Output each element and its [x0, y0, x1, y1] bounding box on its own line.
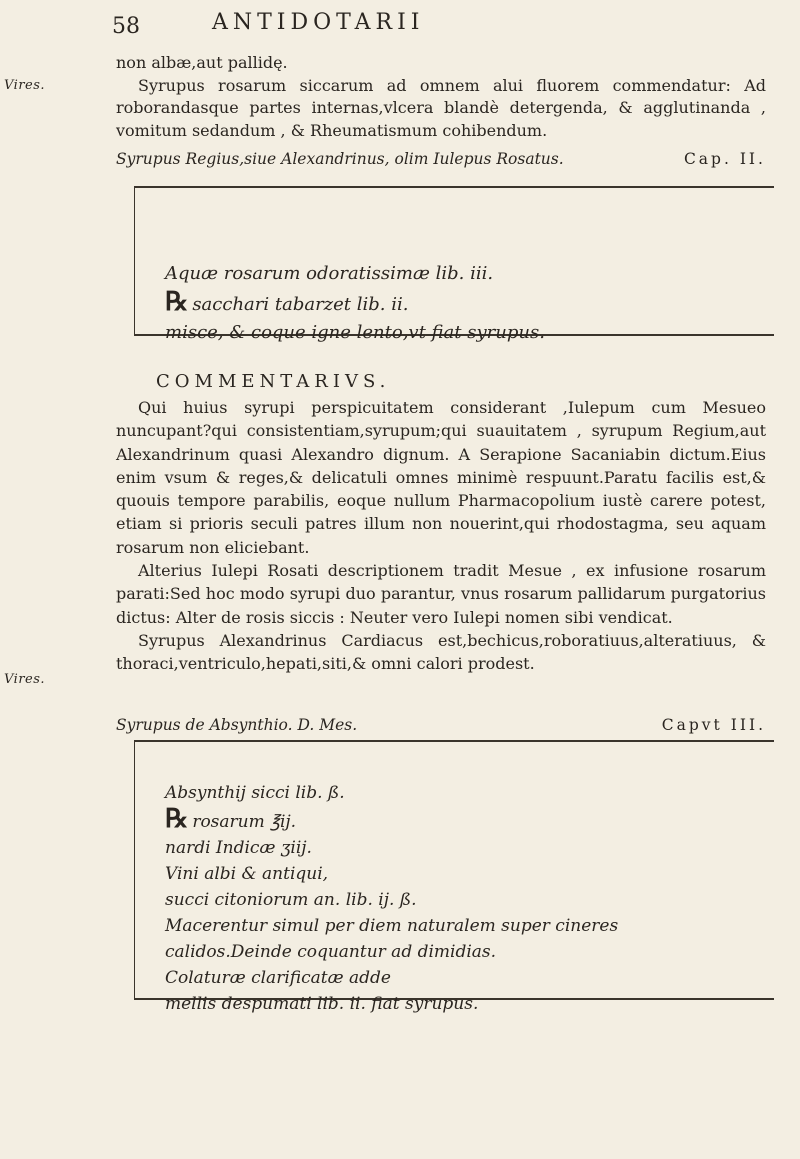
running-title: ANTIDOTARII — [212, 10, 425, 35]
recipe-line: misce, & coque igne lento,vt fiat syrupus. — [165, 322, 545, 343]
recipe-line: Colaturæ clarificatæ adde — [165, 968, 391, 988]
recipe-line: nardi Indicæ ʒiij. — [165, 838, 312, 858]
page-number: 58 — [112, 14, 140, 39]
paragraph: Syrupus Alexandrinus Cardiacus est,bechicus,roboratiuus,alteratiuus, & thoraci,ventriculo,hepati,siti,& omni calori prodest. — [116, 630, 766, 674]
margin-note-vires-2: Vires. — [4, 672, 46, 687]
recipe-line: Vini albi & antiqui, — [165, 864, 329, 884]
recipe-line: calidos.Deinde coquantur ad dimidias. — [165, 942, 497, 962]
recipe-line: Aquæ rosarum odoratissimæ lib. iii. — [165, 263, 494, 284]
intro-text — [116, 52, 766, 142]
chapter-rubric — [116, 716, 766, 734]
section-heading: COMMENTARIVS. — [156, 371, 391, 392]
recipe-line: ℞ sacchari tabarzet lib. ii. — [165, 287, 409, 317]
recipe-line: ℞ rosarum ℥ij. — [165, 804, 297, 834]
recipe-line: mellis despumati lib. ii. fiat syrupus. — [165, 994, 479, 1014]
paragraph: Alterius Iulepi Rosati descriptionem tradit Mesue , ex infusione rosarum parati:Sed hoc modo syrupi duo parantur, vnus rosarum pallidarum purgatorius dictus: Alter de rosis siccis : Neuter vero Iulepi nomen sibi vendicat. — [116, 561, 766, 627]
recipe-symbol-icon: ℞ — [165, 804, 189, 834]
text-line: non albæ,aut pallidę. — [116, 53, 288, 72]
recipe-line: Macerentur simul per diem naturalem super cineres — [165, 916, 619, 936]
margin-note-vires: Vires. — [4, 78, 46, 93]
paragraph: Syrupus rosarum siccarum ad omnem alui fluorem commendatur: Ad roborandasque partes internas,vlcera blandè detergenda, & agglutinanda , vomitum sedandum , & Rheumatismum cohibendum. — [116, 75, 766, 140]
recipe-box — [134, 186, 774, 343]
recipe-line: succi citoniorum an. lib. ij. ß. — [165, 890, 417, 910]
recipe-line: Absynthij sicci lib. ß. — [165, 783, 345, 803]
chapter-reference: Cap. II. — [683, 150, 766, 168]
recipe-symbol-icon: ℞ — [165, 287, 189, 317]
chapter-reference: Capvt III. — [661, 716, 766, 734]
rubric-title: Syrupus Regius,siue Alexandrinus, olim Iulepus Rosatus. — [116, 150, 564, 168]
recipe-box — [134, 740, 774, 1014]
paragraph: Qui huius syrupi perspicuitatem considerant ,Iulepum cum Mesueo nuncupant?qui consistentiam,syrupum;qui suauitatem , syrupum Regium,aut Alexandrinum quasi Alexandro dignum. A Serapione Sacaniabin dictum.Eius enim vsum & reges,& delicatuli omnes minimè respuunt.Paratu facilis est,& quouis tempore parabilis, eoque nullum Pharmacopolium iustè carere potest, etiam si prioris seculi patres illum non nouerint,qui rhodostagma, seu aquam rosarum non eliciebant. — [116, 398, 766, 557]
rubric-title: Syrupus de Absynthio. D. Mes. — [116, 716, 358, 734]
chapter-rubric — [116, 150, 766, 168]
commentary-text — [116, 396, 766, 676]
